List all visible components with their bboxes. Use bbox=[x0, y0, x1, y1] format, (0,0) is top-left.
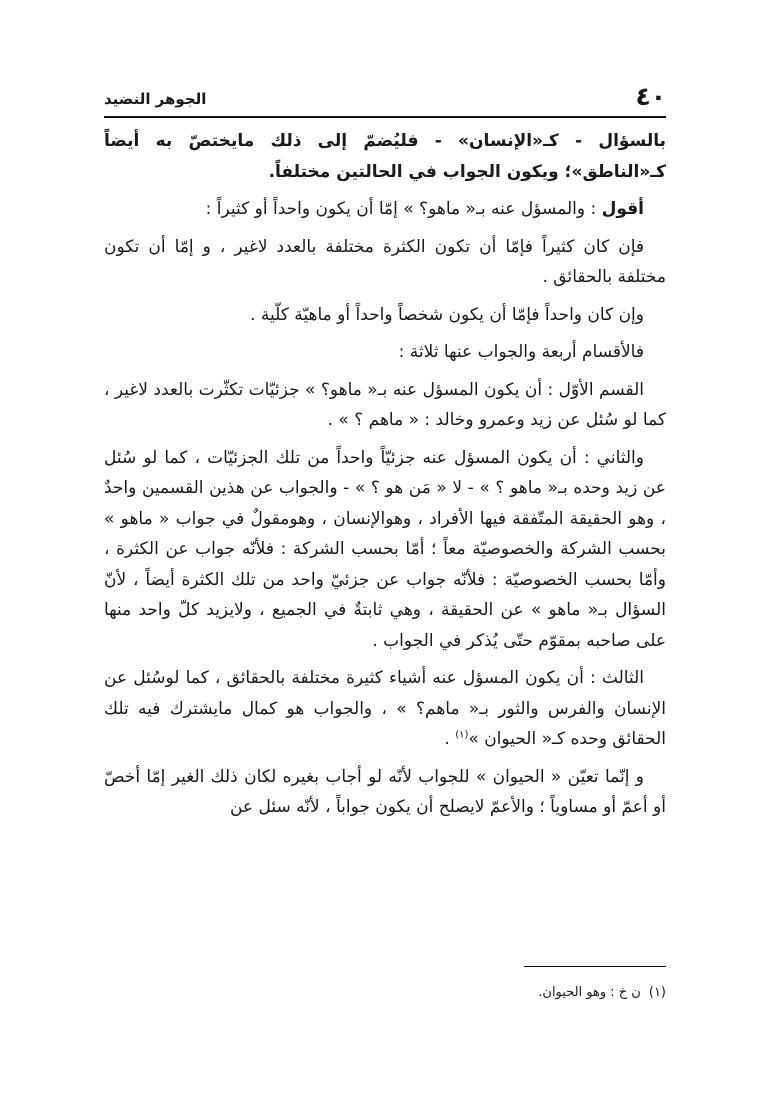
paragraph bbox=[104, 232, 666, 293]
footnote-reference[interactable]: (١) bbox=[455, 729, 469, 741]
paragraph-text: : والمسؤل عنه بـ« ماهو؟ » إمّا أن يكون واحداً أو كثيراً : bbox=[205, 199, 602, 219]
paragraph-text: القسم الأوّل : أن يكون المسؤل عنه بـ« ماهو؟ » جزئيّات تكثّرت بالعدد لاغير ، كما لو سُئل عن زيد وعمرو وخالد : « ماهم ؟ » . bbox=[104, 379, 666, 430]
running-title: الجوهر النضيد bbox=[104, 90, 207, 108]
main-text bbox=[104, 126, 666, 830]
paragraph-text: وإن كان واحداً فإمّا أن يكون شخصاً واحداً أو ماهيّة كلّية . bbox=[250, 304, 644, 325]
page-header bbox=[104, 82, 666, 118]
header-rule bbox=[104, 116, 666, 118]
lead-word: أقول bbox=[601, 199, 644, 219]
footnote bbox=[104, 982, 666, 1004]
paragraph-text: و إنّما تعيّن « الحيوان » للجواب لأنّه لو أجاب بغيره لكان ذلك الغير إمّا أخصّ أو أعمّ أو مساوياً ؛ والأعمّ لايصلح أن يكون جواباً ، لأنّه سئل عن bbox=[104, 766, 666, 817]
paragraph-tail: . bbox=[444, 729, 456, 749]
footnote-rule bbox=[524, 966, 666, 967]
paragraph-text: فإن كان كثيراً فإمّا أن تكون الكثرة مختلفة بالعدد لاغير ، و إمّا أن تكون مختلفة بالحقائق . bbox=[104, 236, 666, 287]
paragraph bbox=[104, 337, 666, 368]
paragraph-section-3 bbox=[104, 663, 666, 755]
paragraph bbox=[104, 300, 666, 331]
paragraph-text: والثاني : أن يكون المسؤل عنه جزئيّاً واحداً من تلك الجزئيّات ، كما لو سُئل عن زيد وحده بـ« ماهو ؟ » - لا « مَن هو ؟ » - والجواب عن هذين القسمين واحدٌ ، وهو الحقيقة المتّفقة فيها الأفراد ، وهوالإنسان ، وهومقولٌ في جواب « ماهو » بحسب الشركة والخصوصيّة معاً ؛ أمّا بحسب الشركة : فلأنّه جواب عن الكثرة ، وأمّا بحسب الخصوصيّة : فلأنّه جواب عن جزئيّ واحد من تلك الكثرة أيضاً ، لأنّ السؤال بـ« ماهو » عن الحقيقة ، وهي ثابتةٌ في الجميع ، ولايزيد كلّ واحد منها على صاحبه بمقوّم حتّى يُذكر في الجواب . bbox=[104, 447, 666, 651]
footnote-number: (١) bbox=[648, 985, 666, 1000]
page-number: ٤٠ bbox=[635, 82, 666, 111]
paragraph-text: بالسؤال - كـ«الإنسان» - فليُضمّ إلى ذلك مايختصّ به أيضاً كـ«الناطق»؛ ويكون الجواب في الحالتين مختلفاً. bbox=[104, 131, 666, 182]
paragraph-aqul bbox=[104, 194, 666, 225]
paragraph-continuation bbox=[104, 126, 666, 187]
paragraph bbox=[104, 762, 666, 823]
paragraph-text: فالأقسام أربعة والجواب عنها ثلاثة : bbox=[398, 342, 644, 362]
footnote-text: ن خ : وهو الحيوان. bbox=[538, 985, 641, 1000]
paragraph-section-2 bbox=[104, 443, 666, 657]
paragraph-section-1 bbox=[104, 375, 666, 436]
paragraph-text: الثالث : أن يكون المسؤل عنه أشياء كثيرة مختلفة بالحقائق ، كما لوسُئل عن الإنسان والفرس والثور بـ« ماهم؟ » ، والجواب هو كمال مايشترك فيه تلك الحقائق وحده كـ« الحيوان » bbox=[104, 668, 666, 749]
